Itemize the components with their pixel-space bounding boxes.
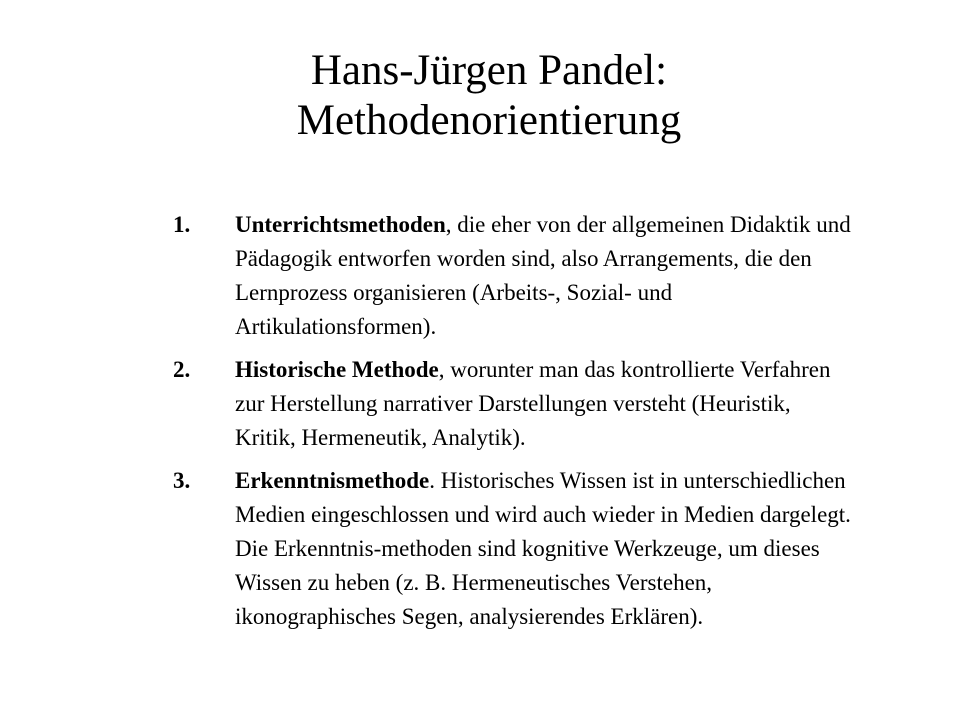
slide-title: [0, 46, 960, 146]
item-description: , die eher von der allgemeinen Didaktik und Pädagogik entworfen worden sind, also Arrangements, die den Lernprozess organisieren (Arbeits-, Sozial- und Artikulationsformen).: [235, 212, 851, 339]
item-term: Erkenntnismethode: [235, 468, 430, 493]
item-number: 1.: [173, 212, 191, 237]
item-number: 2.: [173, 357, 191, 382]
item-description: . Historisches Wissen ist in unterschiedlichen Medien eingeschlossen und wird auch wieder in Medien dargelegt. Die Erkenntnis-methoden sind kognitive Werkzeuge, um dieses Wissen zu heben (z. B. Hermeneutisches Verstehen, ikonographisches Segen, analysierendes Erklären).: [235, 468, 851, 629]
item-description: , worunter man das kontrollierte Verfahren zur Herstellung narrativer Darstellungen versteht (Heuristik, Kritik, Hermeneutik, Analytik).: [235, 357, 831, 450]
list-item: [173, 464, 853, 634]
item-text: [235, 208, 853, 344]
list-item: [173, 208, 853, 344]
item-term: Historische Methode: [235, 357, 439, 382]
title-line-1: Hans-Jürgen Pandel:: [310, 47, 668, 94]
item-text: [235, 464, 853, 634]
item-term: Unterrichtsmethoden: [235, 212, 446, 237]
item-number: 3.: [173, 468, 191, 493]
title-line-2: Methodenorientierung: [296, 97, 682, 144]
method-list: [173, 208, 853, 643]
item-text: [235, 353, 853, 455]
list-item: [173, 353, 853, 455]
